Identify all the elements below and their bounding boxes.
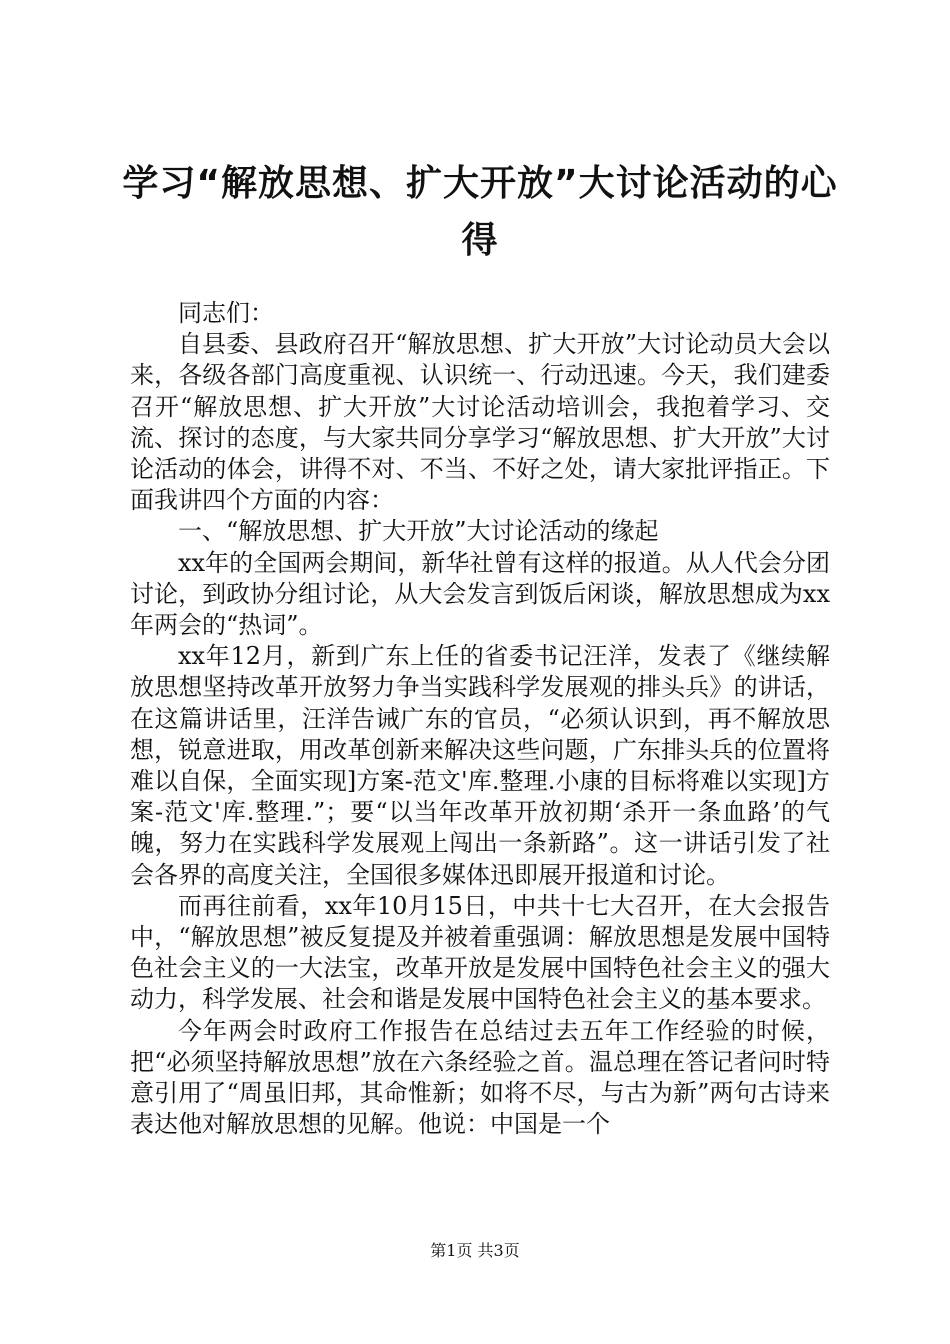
body-paragraph: xx年的全国两会期间，新华社曾有这样的报道。从人代会分团讨论，到政协分组讨论，从大会发言到饭后闲谈，解放思想成为xx年两会的“热词”。 — [130, 548, 830, 640]
title-line-2: 得 — [461, 220, 499, 261]
body-paragraph: xx年12月，新到广东上任的省委书记汪洋，发表了《继续解放思想坚持改革开放努力争当实践科学发展观的排头兵》的讲话，在这篇讲话里，汪洋告诫广东的官员，“必须认识到，再不解放思想，锐意进取，用改革创新来解决这些问题，广东排头兵的位置将难以自保，全面实现]方案-范文'库.整理.小康的目标将难以实现]方案-范文'库.整理.”；要“以当年改革开放初期‘杀开一条血路’的气魄，努力在实践科学发展观上闯出一条新路”。这一讲话引发了社会各界的高度关注，全国很多媒体迅即展开报道和讨论。 — [130, 642, 830, 889]
document-title — [120, 160, 840, 265]
body-paragraph: 而再往前看，xx年10月15日，中共十七大召开，在大会报告中，“解放思想”被反复提及并被着重强调：解放思想是发展中国特色社会主义的一大法宝，改革开放是发展中国特色社会主义的强大动力，科学发展、社会和谐是发展中国特色社会主义的基本要求。 — [130, 891, 830, 1014]
salutation-paragraph: 同志们： — [178, 299, 274, 327]
document-body — [130, 298, 830, 1140]
section-heading: 一、“解放思想、扩大开放”大讨论活动的缘起 — [178, 517, 659, 546]
title-line-1: 学习“解放思想、扩大开放”大讨论活动的心 — [122, 163, 838, 204]
page-number-footer: 第1页 共3页 — [430, 1241, 520, 1260]
body-paragraph: 今年两会时政府工作报告在总结过去五年工作经验的时候，把“必须坚持解放思想”放在六条经验之首。温总理在答记者问时特意引用了“周虽旧邦，其命惟新；如将不尽，与古为新”两句古诗来表达他对解放思想的见解。他说：中国是一个 — [130, 1016, 830, 1139]
body-paragraph: 自县委、县政府召开“解放思想、扩大开放”大讨论动员大会以来，各级各部门高度重视、认识统一、行动迅速。今天，我们建委召开“解放思想、扩大开放”大讨论活动培训会，我抱着学习、交流、探讨的态度，与大家共同分享学习“解放思想、扩大开放”大讨论活动的体会，讲得不对、不当、不好之处，请大家批评指正。下面我讲四个方面的内容： — [130, 330, 830, 515]
